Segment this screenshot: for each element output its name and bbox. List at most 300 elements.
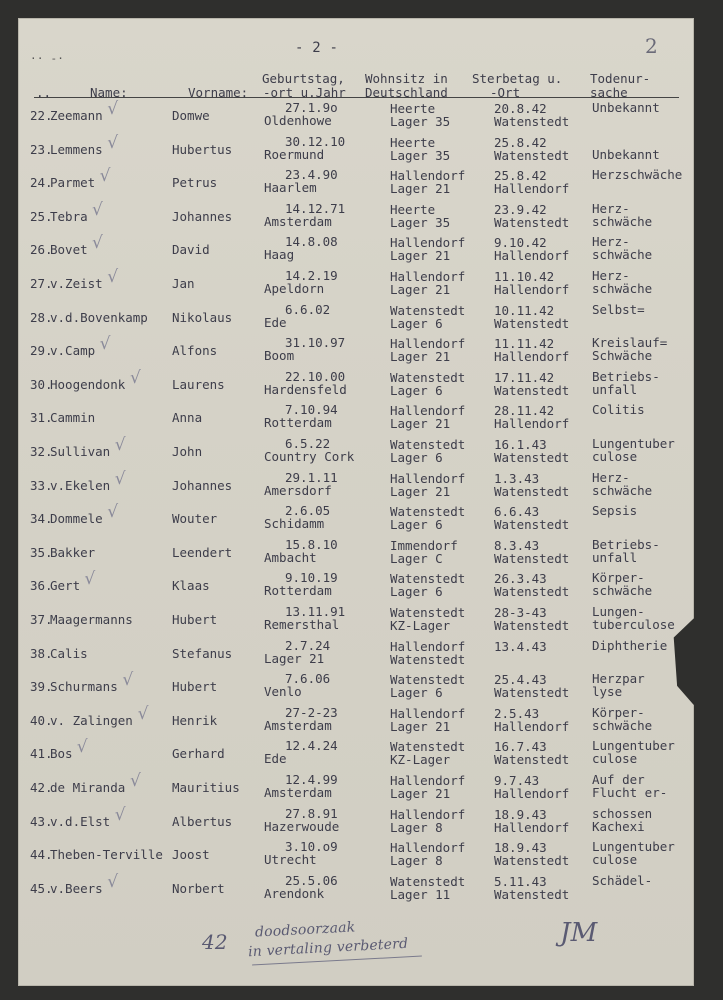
row-vorname: Gerhard [172,746,225,762]
table-row [0,168,723,202]
row-residence: Hallendorf [390,168,466,184]
row-residence: Hallendorf [390,773,466,788]
row-death-date: 9.10.42 [494,235,547,251]
row-death-date: 16.7.43 [494,739,547,755]
row-death-date: 17.11.42 [494,369,555,385]
row-cause: Auf der [592,772,645,787]
row-number: 35. [30,544,53,560]
header-number: .. [36,85,52,100]
row-death-date: 9.7.43 [494,773,540,788]
row-death-date: 25.8.42 [494,134,547,150]
row-cause-2: schwäche [592,213,653,229]
row-checkmark: √ [76,737,88,758]
table-row [0,367,723,404]
row-cause: Körper- [592,570,645,586]
row-cause-2: Unbekannt [592,146,660,162]
row-camp: Lager 8 [390,819,443,835]
table-row [0,639,723,673]
row-death-place: Hallendorf [494,181,570,197]
row-birth-date: 14.8.08 [285,234,338,250]
row-death-place: Watenstedt [494,450,570,465]
header-geburtsort: -ort u.Jahr [263,85,346,100]
row-vorname: Hubert [172,679,218,695]
row-death-date: 11.11.42 [494,336,555,352]
row-birth-date: 22.10.00 [285,368,346,384]
row-number: 27. [30,276,53,291]
row-residence: Hallendorf [390,403,466,419]
row-number: 37. [30,612,53,627]
row-death-place: Watenstedt [494,752,570,768]
table-row [0,804,723,841]
row-name: Lemmens [50,141,103,157]
header-sterbetag: Sterbetag u. [472,71,563,86]
row-name: Zeemann [50,108,103,123]
row-birth-date: 6.6.02 [285,301,331,317]
row-checkmark: √ [107,132,119,153]
row-death-date: 25.8.42 [494,168,547,184]
row-camp: Lager 35 [390,147,451,163]
row-birth-date: 23.4.90 [285,167,338,183]
row-residence: Hallendorf [390,806,466,822]
row-checkmark: √ [99,166,111,187]
row-name: Sullivan [50,444,111,459]
row-birth-place: Oldenhowe [264,113,332,128]
row-vorname: Norbert [172,880,225,896]
row-birth-place: Venlo [264,684,302,700]
table-row [0,199,723,236]
row-residence: Immendorf [390,537,458,553]
table-row [0,672,723,706]
table-row [0,336,723,370]
row-death-place: Watenstedt [494,214,570,230]
row-checkmark: √ [114,804,126,825]
row-checkmark: √ [84,569,96,590]
row-death-date: 6.6.43 [494,504,540,520]
table-row [0,101,723,135]
row-residence: Hallendorf [390,269,466,284]
row-name: Dommele [50,511,103,527]
row-birth-place: Country Cork [264,449,355,464]
row-cause-2: culose [592,751,638,767]
row-number: 23. [30,141,53,157]
table-row [0,773,723,807]
row-cause: Unbekannt [592,100,660,115]
row-vorname: John [172,444,203,459]
row-death-place: Hallendorf [494,819,570,835]
row-birth-place: Haag [264,247,295,263]
row-number: 40. [30,712,53,728]
row-cause: Lungen- [592,604,645,619]
row-birth-place: Boom [264,348,295,364]
row-birth-place: Apeldorn [264,281,325,296]
row-checkmark: √ [92,233,103,254]
row-checkmark: √ [107,502,119,523]
table-row [0,605,723,639]
row-birth-date: 7.6.06 [285,671,331,687]
row-birth-place: Amsterdam [264,213,332,229]
row-residence: Watenstedt [390,302,466,318]
row-death-place: Hallendorf [494,718,570,734]
row-death-date: 2.5.43 [494,705,540,721]
row-cause: Diphtherie [592,637,668,653]
row-vorname: Stefanus [172,645,233,661]
row-number: 42. [30,780,53,795]
row-name: Calis [50,645,88,661]
row-death-place: Hallendorf [494,248,570,264]
row-checkmark: √ [92,199,103,220]
row-camp: Lager 6 [390,382,443,398]
row-birth-date: 27.1.9o [285,100,338,115]
table-row [0,504,723,538]
row-checkmark: √ [107,99,119,119]
row-name: Hoogendonk [50,376,126,392]
row-death-date: 11.10.42 [494,269,555,284]
row-residence: Hallendorf [390,336,466,352]
row-birth-date: 30.12.10 [285,133,346,149]
row-cause: Lungentuber [592,436,675,451]
row-vorname: David [172,242,210,258]
row-cause: Lungentuber [592,738,675,754]
row-cause-2: lyse [592,684,623,700]
corner-page-number: 2 [645,34,658,58]
row-birth-date: 27-2-23 [285,704,338,720]
row-checkmark: √ [107,871,119,892]
row-cause: Colitis [592,402,645,418]
row-vorname: Anna [172,410,203,426]
row-checkmark: √ [137,703,149,724]
row-camp: Lager 6 [390,517,443,533]
row-cause: Körper- [592,704,645,720]
row-name: Bos [50,746,73,762]
row-death-date: 18.9.43 [494,840,547,856]
row-residence: Watenstedt [390,369,466,385]
row-name: v.Zeist [50,276,103,291]
row-death-date: 23.9.42 [494,201,547,217]
row-death-date: 1.3.43 [494,470,540,486]
row-number: 39. [30,679,53,695]
row-cause: Herz- [592,268,630,283]
row-vorname: Johannes [172,208,233,224]
table-row [0,235,723,269]
row-birth-place: Ede [264,751,287,767]
row-checkmark: √ [130,367,141,388]
row-birth-date: 9.10.19 [285,570,338,586]
row-name: v.Beers [50,880,103,896]
table-row [0,571,723,605]
row-cause-2: unfall [592,381,638,397]
table-row [0,403,723,437]
row-number: 32. [30,444,53,459]
row-birth-date: 15.8.10 [285,536,338,552]
row-birth-place: Amersdorf [264,482,332,498]
row-death-place: Watenstedt [494,147,570,163]
row-death-date: 13.4.43 [494,638,547,654]
row-camp: Lager 6 [390,685,443,701]
row-birth-date: 7.10.94 [285,402,338,418]
row-camp: Watenstedt [390,651,466,667]
row-birth-date: 6.5.22 [285,436,331,451]
row-vorname: Johannes [172,477,233,493]
row-camp: Lager 8 [390,853,443,869]
row-number: 29. [30,343,53,359]
row-camp: KZ-Lager [390,752,451,768]
row-number: 31. [30,410,53,426]
table-row [0,437,723,471]
row-name: v.d.Elst [50,813,111,829]
row-death-date: 28.11.42 [494,403,555,419]
row-checkmark: √ [114,468,126,489]
row-camp: KZ-Lager [390,618,451,633]
row-checkmark: √ [114,435,126,455]
handwritten-count: 42 [202,930,228,954]
row-death-place: Watenstedt [494,315,570,331]
row-number: 33. [30,477,53,493]
row-birth-place: Remersthal [264,617,340,632]
row-vorname: Henrik [172,712,218,728]
row-vorname: Nikolaus [172,309,233,325]
row-vorname: Petrus [172,175,218,191]
row-death-date: 28-3-43 [494,605,547,620]
row-name: Maagermanns [50,612,133,627]
row-cause: Selbst= [592,301,645,317]
table-row [0,871,723,908]
row-birth-date: 14.12.71 [285,200,346,216]
row-death-date: 20.8.42 [494,101,547,116]
row-residence: Hallendorf [390,235,466,251]
row-vorname: Klaas [172,578,210,594]
handwritten-note-line2: in vertaling verbeterd [247,935,409,961]
row-cause-2: unfall [592,549,638,565]
row-cause-2: schwäche [592,281,653,296]
header-vorname: Vorname: [188,85,249,100]
row-cause-2: schwäche [592,717,653,733]
page-number: - 2 - [295,40,339,56]
header-sterbeort: -Ort [490,85,521,100]
row-cause-2: schwäche [592,482,653,498]
handwritten-note-line1: doodsoorzaak [254,919,356,941]
row-birth-place: Hazerwoude [264,818,340,834]
row-number: 38. [30,645,53,661]
row-number: 44. [30,847,53,863]
header-wohnsitz: Wohnsitz in [365,71,448,86]
row-death-date: 8.3.43 [494,537,540,553]
row-death-date: 25.4.43 [494,672,547,688]
row-checkmark: √ [107,267,119,287]
row-number: 45. [30,880,53,896]
row-cause-2: Kachexi [592,818,645,834]
row-death-place: Watenstedt [494,618,570,633]
row-vorname: Albertus [172,813,233,829]
row-camp: Lager C [390,550,443,566]
row-death-place: Watenstedt [494,483,570,499]
row-death-place: Watenstedt [494,550,570,566]
row-cause: schossen [592,805,653,821]
table-row [0,303,723,337]
row-name: Parmet [50,175,96,191]
row-residence: Hallendorf [390,840,466,856]
row-birth-date: 25.5.06 [285,872,338,888]
row-number: 25. [30,208,53,224]
row-camp: Lager 6 [390,315,443,331]
row-death-place: Watenstedt [494,853,570,869]
row-name: Bovet [50,242,88,258]
row-vorname: Alfons [172,343,218,359]
row-cause: Herz- [592,469,630,485]
row-cause: Betriebs- [592,368,660,384]
row-birth-date: 14.2.19 [285,268,338,283]
row-camp: Lager 35 [390,114,451,129]
row-camp: Lager 21 [390,416,451,432]
row-residence: Watenstedt [390,605,466,620]
top-mark: ·· -· [30,52,65,65]
row-cause-2: culose [592,449,638,464]
row-cause-2: schwäche [592,583,653,599]
row-name: Cammin [50,410,96,426]
row-camp: Lager 21 [390,282,451,297]
row-death-place: Watenstedt [494,517,570,533]
row-number: 36. [30,578,53,594]
row-camp: Lager 21 [390,181,451,197]
row-name: Schurmans [50,679,118,695]
row-death-date: 5.11.43 [494,873,547,889]
row-vorname: Jan [172,276,195,291]
row-death-date: 18.9.43 [494,806,547,822]
row-death-date: 26.3.43 [494,571,547,587]
row-cause: Herz- [592,200,630,216]
row-death-date: 10.11.42 [494,302,555,318]
row-death-place: Hallendorf [494,416,570,432]
row-birth-place: Lager 21 [264,650,325,666]
row-number: 43. [30,813,53,829]
row-birth-place: Ambacht [264,549,317,565]
row-birth-place: Hardensfeld [264,381,347,397]
row-birth-place: Roermund [264,146,325,162]
row-name: Bakker [50,544,96,560]
row-birth-place: Utrecht [264,852,317,868]
row-name: Tebra [50,208,88,224]
handwritten-initials: JM [560,918,598,948]
row-birth-date: 31.10.97 [285,335,346,351]
row-vorname: Leendert [172,544,233,560]
row-camp: Lager 21 [390,786,451,801]
row-birth-place: Amsterdam [264,717,332,733]
table-row [0,703,723,740]
row-residence: Watenstedt [390,672,466,688]
row-birth-place: Schidamm [264,516,325,532]
row-death-place: Hallendorf [494,282,570,297]
row-birth-date: 3.10.o9 [285,839,338,855]
row-camp: Lager 35 [390,214,451,230]
table-row [0,538,723,572]
row-number: 30. [30,376,53,392]
row-residence: Hallendorf [390,638,466,654]
row-vorname: Hubertus [172,141,233,157]
row-cause: Schädel- [592,872,653,888]
header-name: Name: [90,85,128,100]
row-residence: Heerte [390,134,436,150]
row-birth-date: 13.11.91 [285,604,346,619]
table-row [0,739,723,773]
row-birth-place: Rotterdam [264,583,332,599]
row-birth-date: 2.6.05 [285,503,331,519]
row-death-place: Watenstedt [494,685,570,701]
row-cause-2: tuberculose [592,617,675,632]
row-name: v. Zalingen [50,712,133,728]
row-residence: Watenstedt [390,571,466,587]
row-residence: Heerte [390,101,436,116]
row-vorname: Joost [172,847,210,863]
header-geburtstag: Geburtstag, [262,71,345,86]
row-camp: Lager 21 [390,483,451,499]
header-wohnsitz-land: Deutschland [365,85,448,100]
row-residence: Watenstedt [390,437,466,452]
row-birth-place: Haarlem [264,180,317,196]
row-cause: Herz- [592,234,630,250]
row-checkmark: √ [130,771,141,791]
row-name: v.Camp [50,343,96,359]
row-birth-date: 27.8.91 [285,805,338,821]
row-residence: Hallendorf [390,470,466,486]
row-cause: Lungentuber [592,839,675,855]
row-vorname: Wouter [172,511,218,527]
header-todesursache: Todenur- [590,71,651,86]
header-rule [34,97,679,98]
row-birth-date: 2.7.24 [285,637,331,653]
row-name: de Miranda [50,780,126,795]
row-camp: Lager 21 [390,248,451,264]
table-row [0,132,723,169]
row-name: Gert [50,578,81,594]
row-cause: Herzpar [592,671,645,687]
row-birth-date: 12.4.99 [285,772,338,787]
row-camp: Lager 6 [390,584,443,600]
row-residence: Watenstedt [390,739,466,755]
row-number: 28. [30,309,53,325]
row-name: Theben-Terville [50,847,163,863]
row-death-place: Watenstedt [494,114,570,129]
row-vorname: Domwe [172,108,210,123]
row-death-place: Watenstedt [494,382,570,398]
row-camp: Lager 6 [390,450,443,465]
row-cause-2: culose [592,852,638,868]
row-number: 41. [30,746,53,762]
table-row [0,269,723,303]
row-camp: Lager 21 [390,718,451,734]
row-cause: Herzschwäche [592,167,683,183]
row-name: v.Ekelen [50,477,111,493]
row-birth-place: Amsterdam [264,785,332,800]
row-death-place: Hallendorf [494,349,570,365]
row-residence: Hallendorf [390,705,466,721]
row-cause: Sepsis [592,503,638,519]
row-number: 34. [30,511,53,527]
row-camp: Lager 11 [390,886,451,902]
header-todesursache-2: sache [590,85,628,100]
row-cause-2: schwäche [592,247,653,263]
row-residence: Watenstedt [390,873,466,889]
row-residence: Heerte [390,201,436,217]
row-death-date: 16.1.43 [494,437,547,452]
row-cause-2: Flucht er- [592,785,668,800]
row-birth-date: 12.4.24 [285,738,338,754]
row-birth-place: Arendonk [264,885,325,901]
row-birth-date: 29.1.11 [285,469,338,485]
row-vorname: Mauritius [172,780,240,795]
row-death-place: Watenstedt [494,584,570,600]
row-number: 26. [30,242,53,258]
table-row [0,840,723,874]
row-number: 22. [30,108,53,123]
